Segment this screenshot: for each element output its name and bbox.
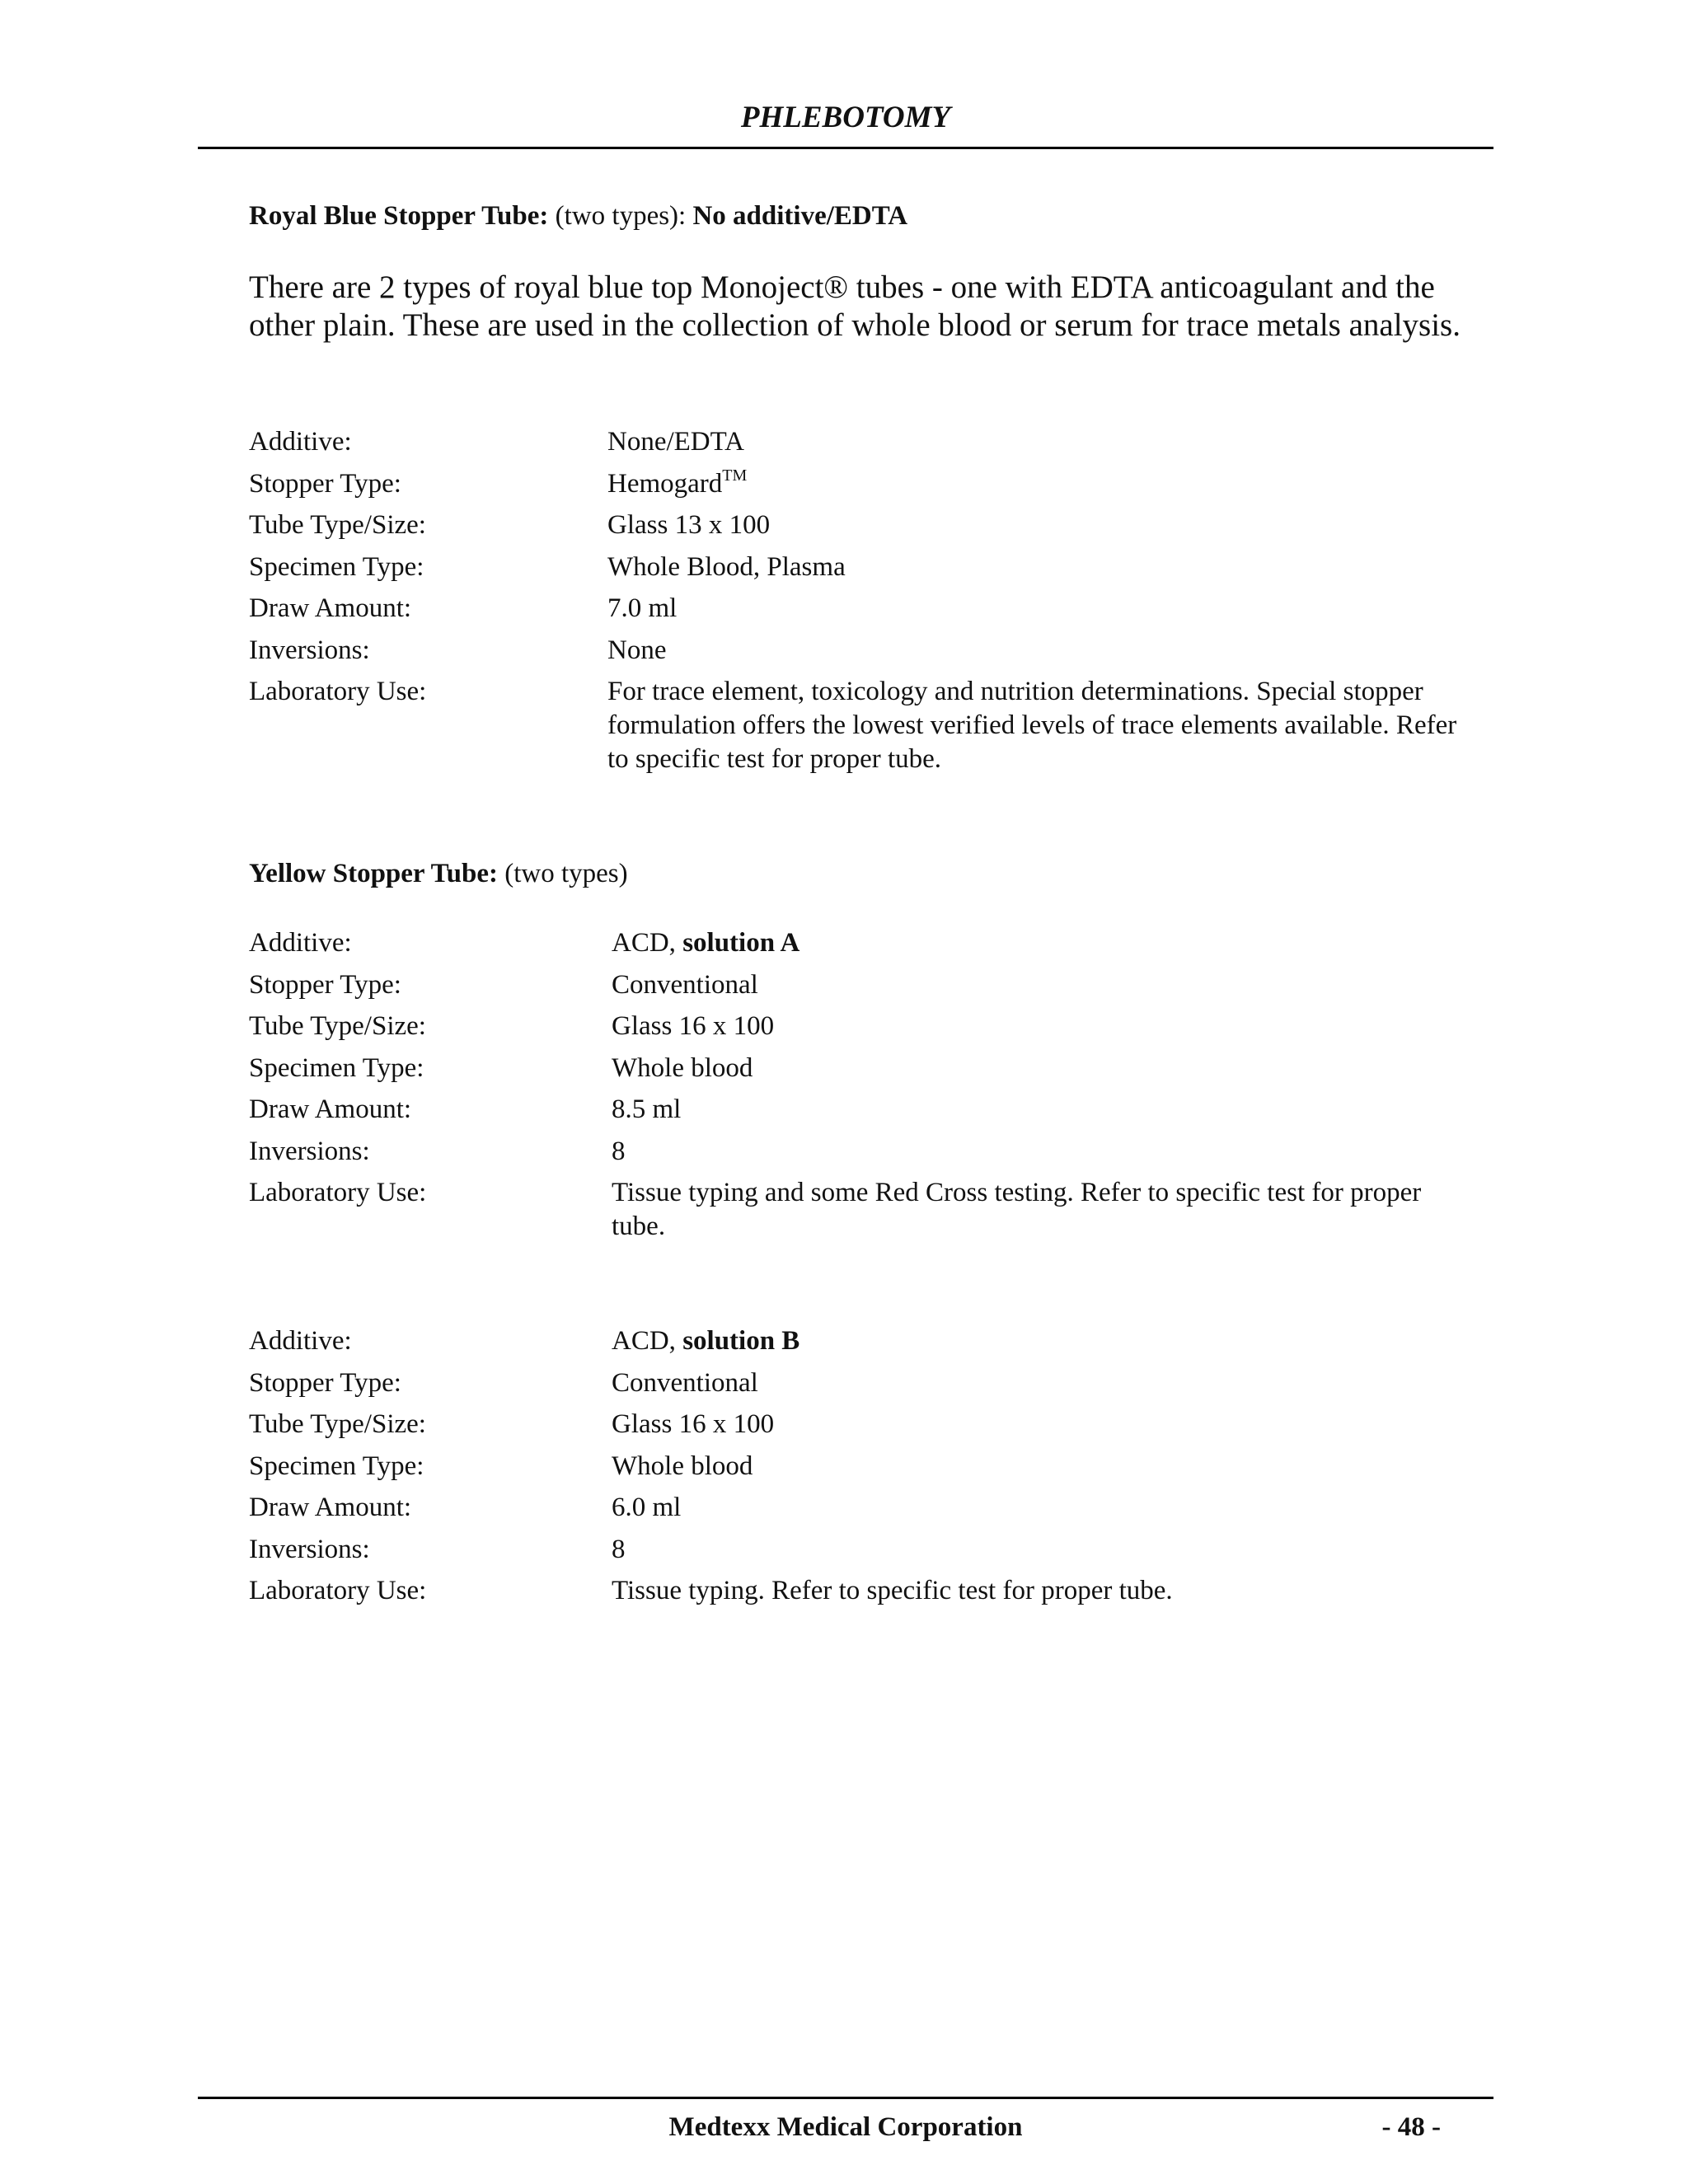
spec-label: Inversions: (249, 635, 370, 665)
spec-row-stopper-type (249, 467, 1461, 501)
royal-blue-heading-additive: No additive/EDTA (692, 201, 908, 231)
spec-label: Laboratory Use: (249, 1576, 427, 1605)
spec-value: 8.5 ml (612, 1094, 682, 1124)
spec-value: Glass 16 x 100 (612, 1409, 775, 1439)
spec-row-specimen-type (249, 551, 1461, 584)
spec-label: Laboratory Use: (249, 1178, 427, 1207)
spec-label: Laboratory Use: (249, 677, 427, 706)
spec-value: Whole blood (612, 1451, 753, 1481)
royal-blue-intro: There are 2 types of royal blue top Monoject® tubes - one with EDTA anticoagulant and the other plain. These are used in the collection of whole blood or serum for trace metals analysis. (249, 269, 1461, 343)
spec-row-laboratory-use (249, 1176, 1461, 1244)
spec-row-draw-amount (249, 1093, 1461, 1127)
royal-blue-spec-table (249, 425, 1461, 785)
spec-value: 8 (612, 1534, 626, 1564)
spec-row-tube-type (249, 509, 1461, 542)
spec-value: Tissue typing and some Red Cross testing. Refer to specific test for proper tube. (612, 1178, 1422, 1241)
spec-value: None/EDTA (607, 427, 744, 457)
page-title: PHLEBOTOMY (740, 101, 951, 134)
spec-label: Tube Type/Size: (249, 1011, 426, 1041)
spec-row-specimen-type (249, 1052, 1461, 1085)
spec-value: Tissue typing. Refer to specific test for proper tube. (612, 1576, 1173, 1605)
spec-label: Additive: (249, 427, 352, 457)
additive-solution: solution A (682, 928, 800, 958)
spec-row-laboratory-use (249, 1574, 1461, 1608)
spec-label: Tube Type/Size: (249, 510, 426, 540)
stopper-name: Hemogard (607, 468, 723, 499)
spec-row-stopper-type (249, 968, 1461, 1002)
spec-value (607, 467, 1461, 501)
yellow-heading-types: (two types) (497, 859, 628, 888)
spec-label: Stopper Type: (249, 969, 401, 1000)
spec-value: Whole blood (612, 1052, 753, 1083)
yellow-spec-table-a (249, 926, 1461, 1252)
spec-label: Draw Amount: (249, 1493, 412, 1522)
yellow-heading (249, 857, 628, 890)
spec-row-inversions (249, 1533, 1461, 1567)
additive-solution: solution B (682, 1326, 800, 1356)
spec-value: For trace element, toxicology and nutrition determinations. Special stopper formulation offers the lowest verified levels of trace elements available. Refer to specific test for proper tube. (607, 677, 1457, 774)
spec-label: Tube Type/Size: (249, 1409, 426, 1439)
spec-row-additive (249, 1324, 1461, 1358)
spec-row-tube-type (249, 1408, 1461, 1441)
spec-value: None (607, 635, 667, 665)
spec-label: Inversions: (249, 1534, 370, 1564)
spec-value (612, 926, 1461, 960)
spec-value: Conventional (612, 969, 758, 1000)
spec-label: Additive: (249, 928, 352, 958)
yellow-spec-table-b (249, 1324, 1461, 1616)
spec-value: 8 (612, 1136, 626, 1166)
spec-value: 7.0 ml (607, 593, 678, 623)
spec-row-additive (249, 425, 1461, 459)
spec-label: Draw Amount: (249, 593, 412, 623)
spec-row-tube-type (249, 1010, 1461, 1043)
spec-label: Inversions: (249, 1136, 370, 1166)
spec-value (612, 1324, 1461, 1358)
spec-value: Glass 13 x 100 (607, 510, 771, 540)
royal-blue-heading-title: Royal Blue Stopper Tube: (249, 201, 549, 231)
spec-value: 6.0 ml (612, 1493, 682, 1522)
additive-name: ACD, (612, 1326, 683, 1356)
spec-row-draw-amount (249, 592, 1461, 626)
spec-row-additive (249, 926, 1461, 960)
spec-row-stopper-type (249, 1366, 1461, 1400)
page-number: - 48 - (1381, 2112, 1441, 2142)
trademark-mark: TM (722, 466, 748, 485)
spec-row-inversions (249, 634, 1461, 668)
footer-divider (198, 2097, 1493, 2099)
spec-value: Whole Blood, Plasma (607, 551, 846, 582)
spec-row-laboratory-use (249, 675, 1461, 776)
spec-label: Specimen Type: (249, 551, 424, 582)
royal-blue-heading-types: (two types): (548, 201, 693, 231)
spec-label: Draw Amount: (249, 1094, 412, 1124)
header-divider (198, 147, 1493, 149)
spec-row-specimen-type (249, 1450, 1461, 1483)
spec-label: Additive: (249, 1326, 352, 1356)
footer-company: Medtexx Medical Corporation (668, 2112, 1023, 2142)
royal-blue-heading (249, 199, 907, 232)
spec-row-draw-amount (249, 1491, 1461, 1525)
spec-row-inversions (249, 1135, 1461, 1169)
additive-name: ACD, (612, 928, 683, 958)
spec-label: Specimen Type: (249, 1052, 424, 1083)
spec-value: Glass 16 x 100 (612, 1011, 775, 1041)
spec-label: Specimen Type: (249, 1451, 424, 1481)
yellow-heading-title: Yellow Stopper Tube: (249, 859, 498, 888)
spec-label: Stopper Type: (249, 468, 401, 499)
spec-value: Conventional (612, 1367, 758, 1398)
spec-label: Stopper Type: (249, 1367, 401, 1398)
